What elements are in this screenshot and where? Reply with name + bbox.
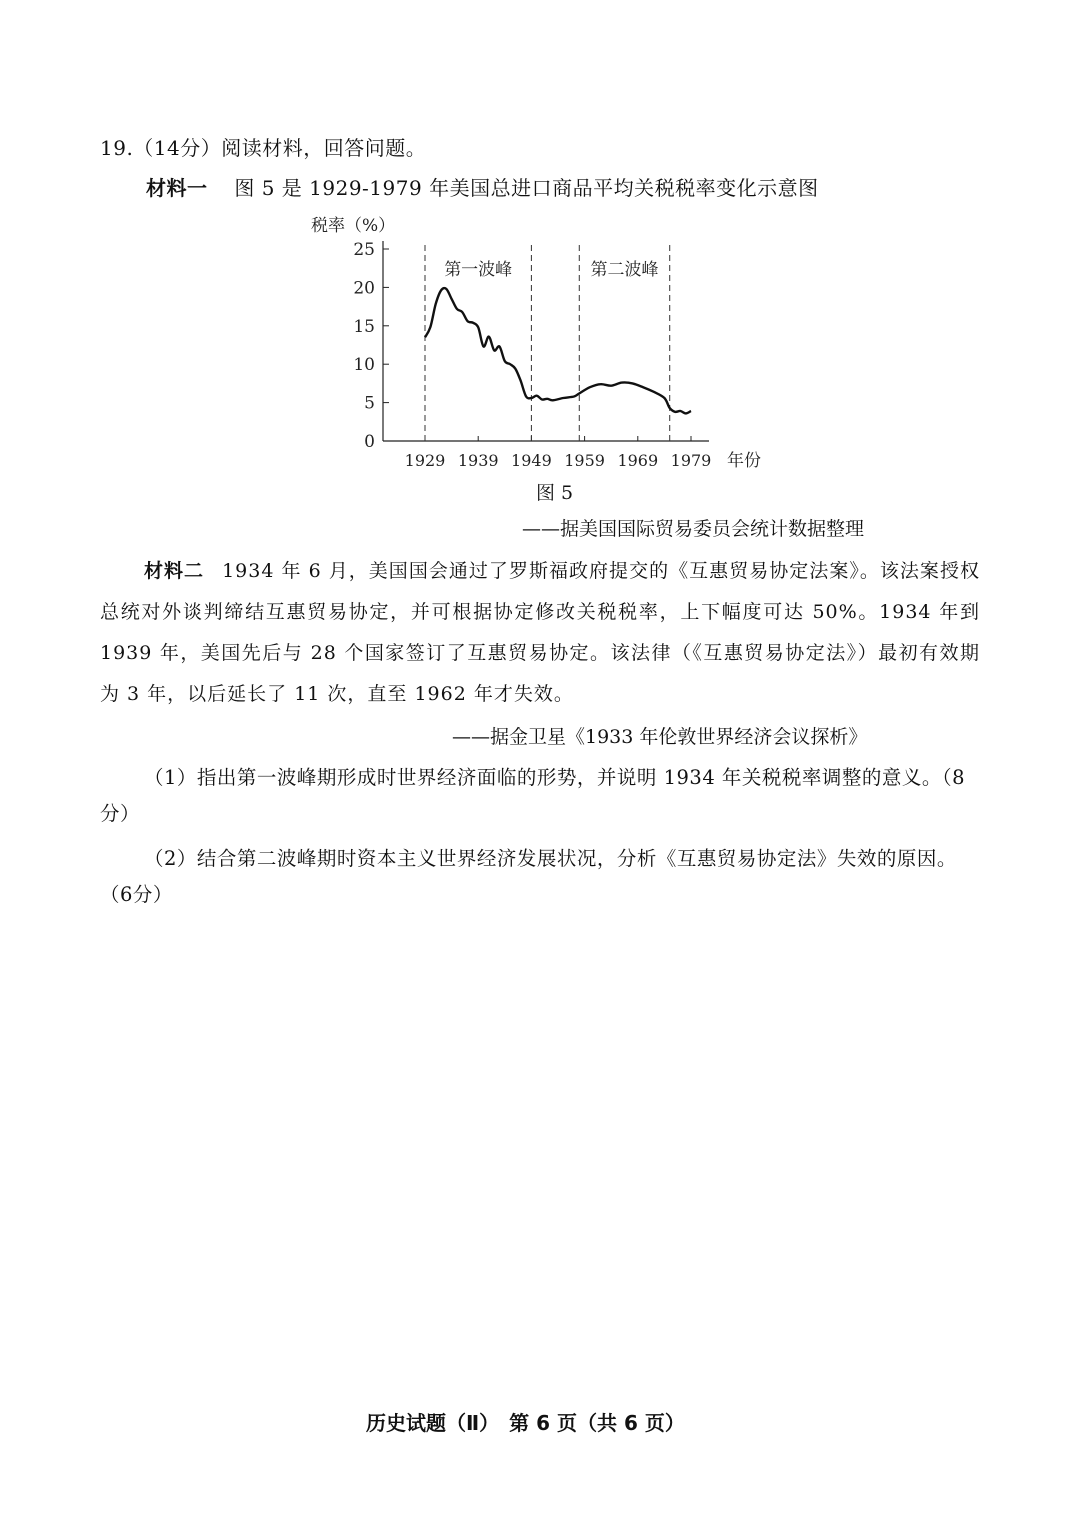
subquestion-2-text: （2）结合第二波峰期时资本主义世界经济发展状况，分析《互惠贸易协定法》失效的原因。（6分）	[100, 847, 957, 906]
question-header: 19.（14分）阅读材料，回答问题。	[100, 136, 427, 160]
x-tick-label: 1929	[404, 451, 446, 470]
material1-line	[146, 172, 819, 201]
figure-caption: 图 5	[536, 482, 574, 504]
material2-paragraph	[100, 551, 980, 715]
tariff-rate-series-line	[425, 288, 691, 413]
material2-source: ——据金卫星《1933 年伦敦世界经济会议探析》	[452, 726, 868, 748]
x-tick-label: 1969	[617, 451, 659, 470]
y-axis-label: 税率（%）	[311, 216, 396, 236]
wave-peak-annotation: 第二波峰	[590, 260, 659, 280]
material2-text: 1934 年 6 月，美国国会通过了罗斯福政府提交的《互惠贸易协定法案》。该法案授权总统对外谈判缔结互惠贸易协定，并可根据协定修改关税税率，上下幅度可达 50%。1934 年到 1939 年，美国先后与 28 个国家签订了互惠贸易协定。该法律（《互惠贸易协定法》）最初有效期为 3 年，以后延长了 11 次，直至 1962 年才失效。	[100, 560, 980, 705]
tariff-rate-chart	[305, 205, 785, 475]
material1-text: 图 5 是 1929-1979 年美国总进口商品平均关税税率变化示意图	[234, 176, 819, 200]
x-tick-label: 1949	[511, 451, 552, 470]
subquestion-2	[100, 841, 980, 913]
subquestion-1	[100, 760, 980, 832]
material1-label: 材料一	[146, 176, 208, 200]
y-tick-label: 0	[364, 432, 375, 452]
y-tick-label: 20	[353, 278, 375, 299]
material1-source: ——据美国国际贸易委员会统计数据整理	[522, 518, 865, 540]
y-tick-label: 5	[364, 393, 375, 414]
y-tick-label: 15	[353, 316, 375, 337]
material2-label: 材料二	[144, 560, 205, 582]
y-tick-label: 10	[353, 355, 375, 376]
x-axis-label: 年份	[727, 451, 761, 471]
subquestion-1-text: （1）指出第一波峰期形成时世界经济面临的形势，并说明 1934 年关税税率调整的意义。（8分）	[100, 766, 966, 825]
page-footer: 历史试题（Ⅱ） 第 6 页（共 6 页）	[366, 1411, 685, 1435]
wave-peak-annotation: 第一波峰	[444, 260, 513, 280]
x-tick-label: 1939	[457, 451, 499, 470]
x-tick-label: 1959	[564, 451, 605, 470]
y-tick-label: 25	[353, 240, 375, 260]
x-tick-label: 1979	[670, 451, 712, 470]
